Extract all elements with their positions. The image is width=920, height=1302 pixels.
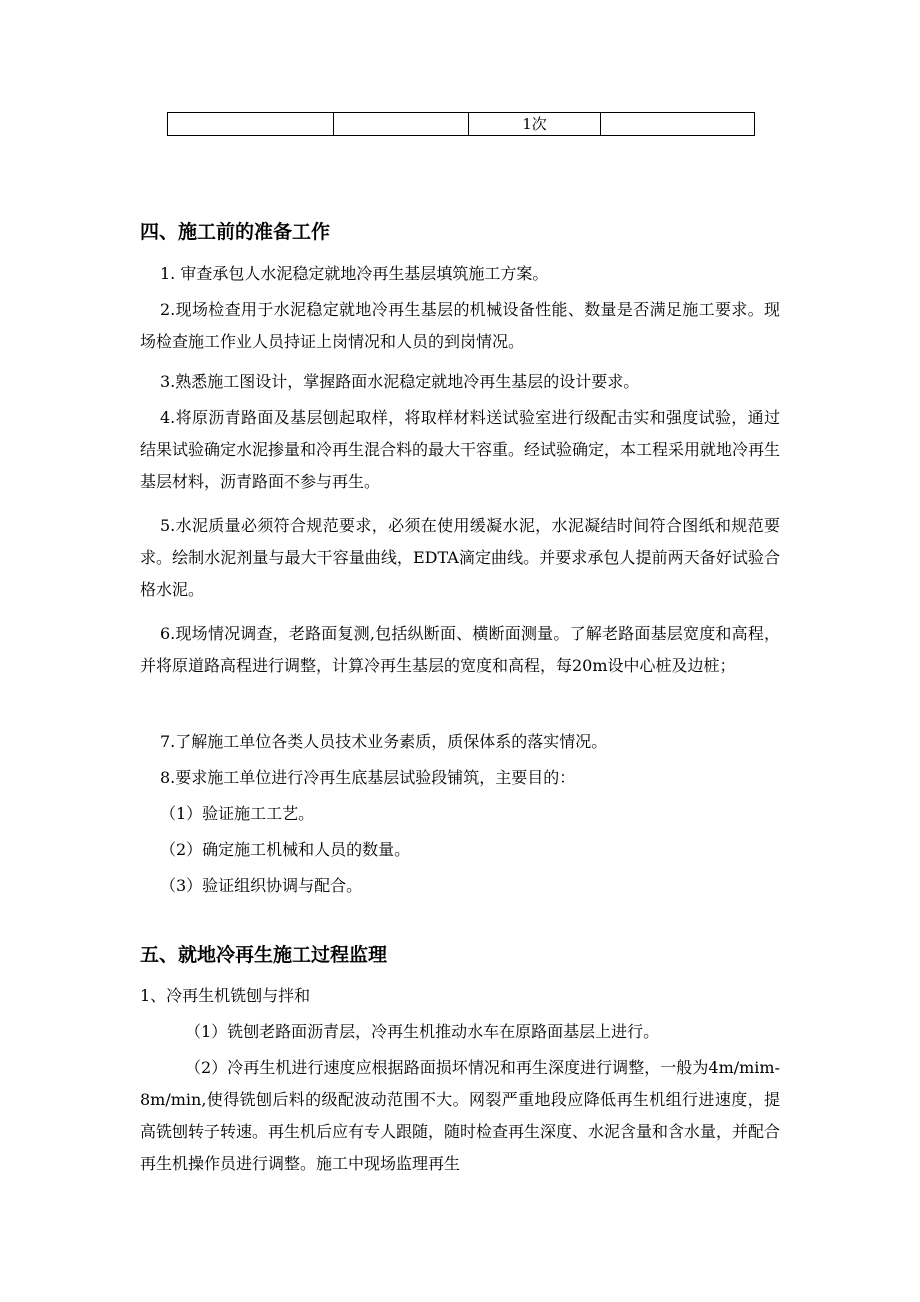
list-item: 3.熟悉施工图设计，掌握路面水泥稳定就地冷再生基层的设计要求。: [160, 372, 640, 391]
table-cell: [334, 113, 469, 136]
section-heading: 四、施工前的准备工作: [140, 221, 331, 243]
list-item: 5.水泥质量必须符合规范要求，必须在使用缓凝水泥，水泥凝结时间符合图纸和规范要求。绘制水泥剂量与最大干容量曲线，EDTA滴定曲线。并要求承包人提前两天备好试验合格水泥。: [140, 516, 780, 599]
sub-list-item: （3）验证组织协调与配合。: [160, 876, 363, 895]
table-row: [168, 113, 755, 136]
paragraph: （2）冷再生机进行速度应根据路面损坏情况和再生深度进行调整，一般为4m/mim-8m/min,使得铣刨后料的级配波动范围不大。网裂严重地段应降低再生机组行进速度，提高铣刨转子转速。再生机后应有专人跟随，随时检查再生深度、水泥含量和含水量，并配合再生机操作员进行调整。施工中现场监理再生: [140, 1058, 781, 1173]
data-table: [167, 112, 755, 136]
paragraph: （1）铣刨老路面沥青层，冷再生机推动水车在原路面基层上进行。: [185, 1022, 660, 1041]
list-item: 6.现场情况调查，老路面复测,包括纵断面、横断面测量。了解老路面基层宽度和高程，并将原道路高程进行调整，计算冷再生基层的宽度和高程，每20m设中心桩及边桩；: [140, 624, 780, 675]
sub-list-item: （1）验证施工工艺。: [160, 804, 315, 823]
table-cell: [601, 113, 755, 136]
section-heading: 五、就地冷再生施工过程监理: [140, 944, 388, 966]
list-item: 7.了解施工单位各类人员技术业务素质，质保体系的落实情况。: [160, 732, 608, 751]
table-cell: 1次: [469, 113, 601, 136]
sub-list-item: （2）确定施工机械和人员的数量。: [160, 840, 411, 859]
table-cell: [168, 113, 334, 136]
list-item: 8.要求施工单位进行冷再生底基层试验段铺筑，主要目的：: [160, 768, 576, 787]
list-item: 2.现场检查用于水泥稳定就地冷再生基层的机械设备性能、数量是否满足施工要求。现场检查施工作业人员持证上岗情况和人员的到岗情况。: [140, 300, 780, 351]
list-item: 1. 审查承包人水泥稳定就地冷再生基层填筑施工方案。: [160, 264, 549, 283]
list-item: 4.将原沥青路面及基层刨起取样，将取样材料送试验室进行级配击实和强度试验，通过结果试验确定水泥掺量和冷再生混合料的最大干容重。经试验确定，本工程采用就地冷再生基层材料，沥青路面不参与再生。: [140, 408, 781, 491]
sub-heading: 1、冷再生机铣刨与拌和: [140, 986, 311, 1005]
